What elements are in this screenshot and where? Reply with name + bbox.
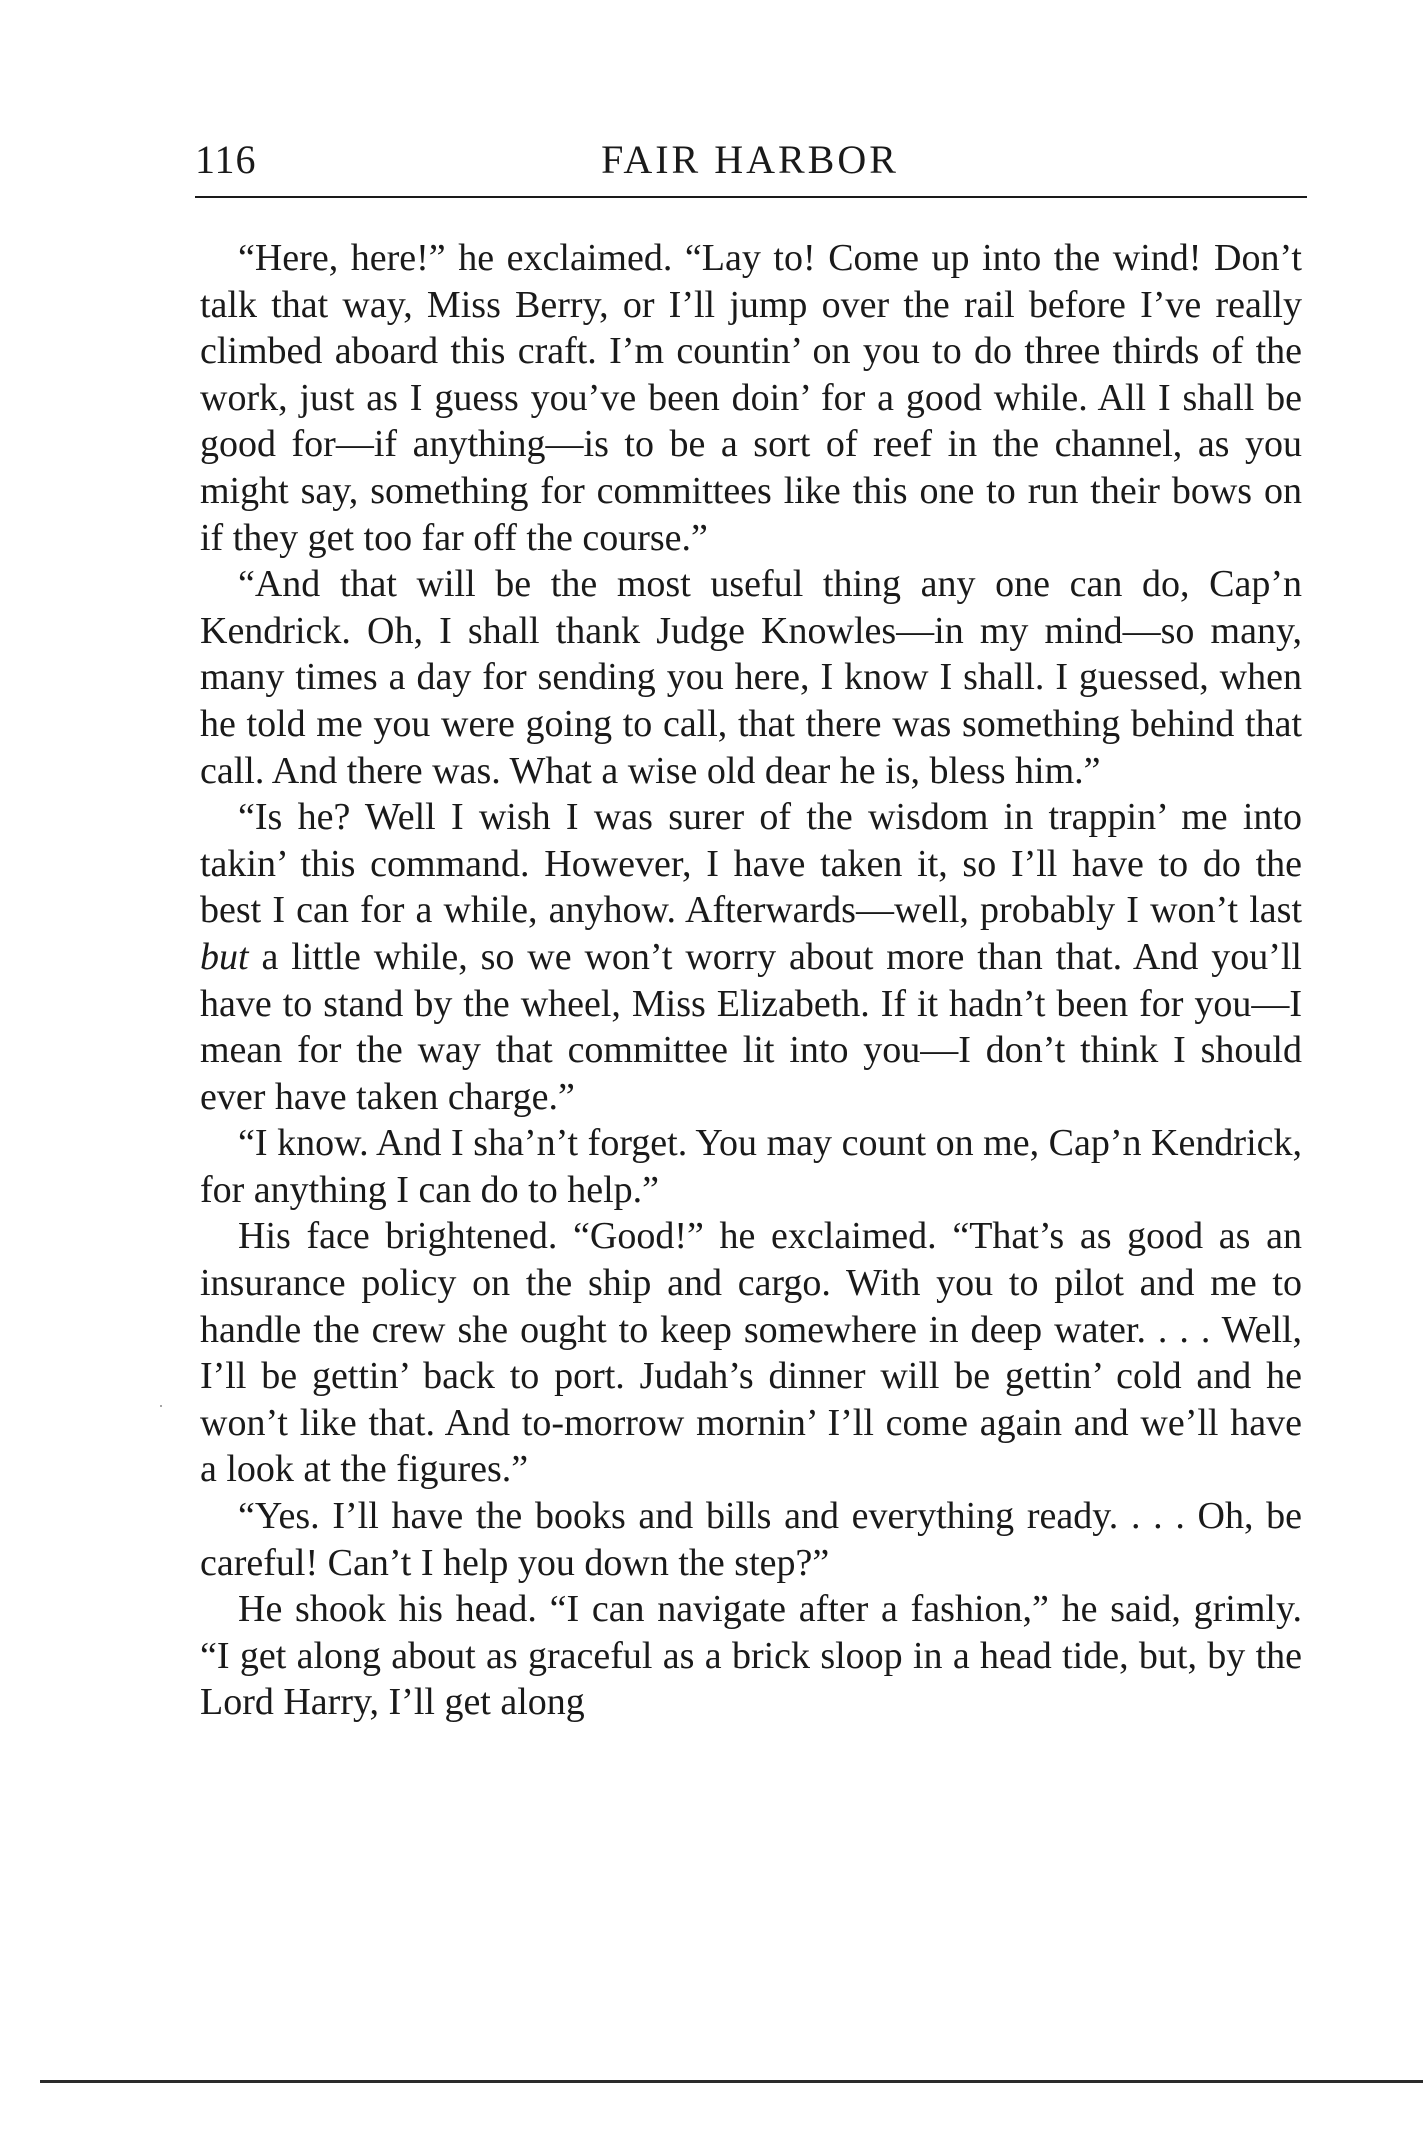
- page-number: 116: [195, 137, 257, 182]
- scan-speck: [160, 1405, 162, 1407]
- paragraph: His face brightened. “Good!” he exclaimed. “That’s as good as an insurance policy on the ship and cargo. With you to pilot and me to handle the crew she ought to keep somewhere in deep water. . . . Well, I’ll be gettin’ back to port. Judah’s dinner will be gettin’ cold and he won’t like that. And to-morrow mornin’ I’ll come again and we’ll have a look at the figures.”: [200, 1215, 1302, 1491]
- scan-edge-line: [40, 2080, 1423, 2083]
- emphasized-word: but: [200, 935, 249, 978]
- paragraph: “And that will be the most useful thing any one can do, Cap’n Kendrick. Oh, I shall thank Judge Knowles—in my mind—so many, many times a day for sending you here, I know I shall. I guessed, when he told me you were going to call, that there was something behind that call. And there was. What a wise old dear he is, bless him.”: [200, 563, 1302, 792]
- paragraph: He shook his head. “I can navigate after a fashion,” he said, grimly. “I get along about as graceful as a brick sloop in a head tide, but, by the Lord Harry, I’ll get along: [200, 1588, 1302, 1724]
- paragraph-text: a little while, so we won’t worry about more than that. And you’ll have to stand by the wheel, Miss Elizabeth. If it hadn’t been for you—I mean for the way that committee lit into you—I don’t think I should ever have taken charge.”: [200, 935, 1302, 1118]
- paragraph: [200, 794, 1302, 1120]
- paragraph-text: “Is he? Well I wish I was surer of the wisdom in trappin’ me into takin’ this command. However, I have taken it, so I’ll have to do the best I can for a while, anyhow. Afterwards—well, probably I won’t last: [200, 796, 1302, 932]
- paragraph: “I know. And I sha’n’t forget. You may count on me, Cap’n Kendrick, for anything I can do to help.”: [200, 1122, 1302, 1211]
- paragraph: “Yes. I’ll have the books and bills and everything ready. . . . Oh, be careful! Can’t I help you down the step?”: [200, 1495, 1302, 1584]
- header-rule: [195, 196, 1307, 198]
- paragraph: “Here, here!” he exclaimed. “Lay to! Come up into the wind! Don’t talk that way, Miss Berry, or I’ll jump over the rail before I’ve really climbed aboard this craft. I’m countin’ on you to do three thirds of the work, just as I guess you’ve been doin’ for a good while. All I shall be good for—if anything—is to be a sort of reef in the channel, as you might say, something for committees like this one to run their bows on if they get too far off the course.”: [200, 237, 1302, 559]
- running-title: FAIR HARBOR: [601, 137, 899, 182]
- body-text: [200, 235, 1302, 1726]
- running-head: [195, 135, 1305, 185]
